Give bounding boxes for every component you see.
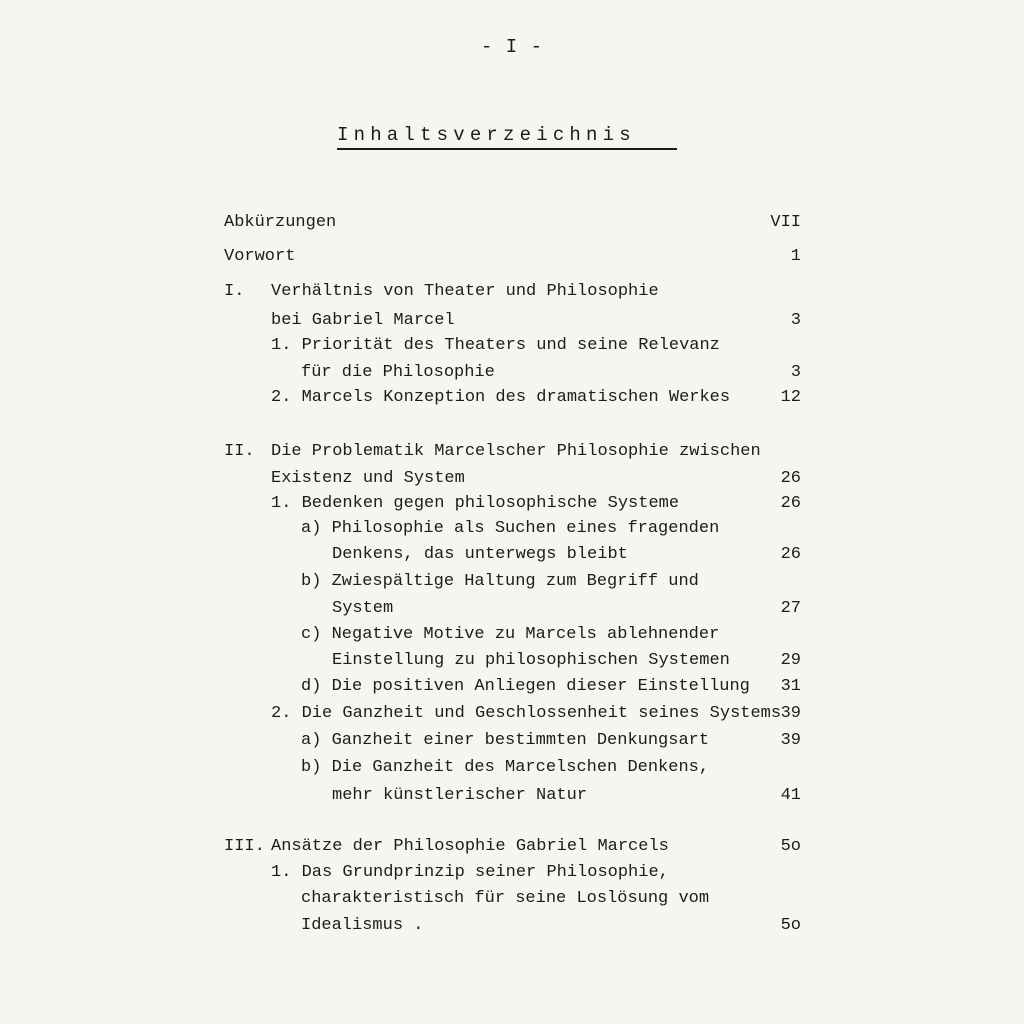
toc-section-entry — [0, 702, 1024, 726]
toc-entry-text: 2. Marcels Konzeption des dramatischen Werkes — [271, 388, 731, 407]
toc-entry-text: 1. Priorität des Theaters und seine Relevanz — [271, 336, 720, 355]
toc-entry-text: charakteristisch für seine Loslösung vom — [301, 889, 710, 908]
toc-entry — [0, 914, 1024, 938]
toc-entry-text: 1. Das Grundprinzip seiner Philosophie, — [271, 863, 669, 882]
toc-entry-page: 39 — [780, 704, 801, 723]
toc-chapter-entry — [0, 440, 1024, 464]
toc-entry-page: 41 — [780, 786, 801, 805]
toc-entry — [0, 543, 1024, 567]
toc-entry-text: Ansätze der Philosophie Gabriel Marcels — [271, 837, 669, 856]
toc-entry-text: Existenz und System — [271, 469, 465, 488]
toc-entry-text: Abkürzungen — [224, 213, 337, 232]
toc-chapter-number: II. — [224, 442, 255, 461]
toc-entry-text: mehr künstlerischer Natur — [332, 786, 588, 805]
toc-entry-page: 3 — [790, 311, 801, 330]
toc-entry — [0, 784, 1024, 808]
toc-entry-page: 29 — [780, 651, 801, 670]
toc-entry-text: 1. Bedenken gegen philosophische Systeme — [271, 494, 680, 513]
toc-entry — [0, 245, 1024, 269]
toc-entry-page: VII — [770, 213, 801, 232]
toc-entry-text: a) Philosophie als Suchen eines fragenden — [301, 519, 720, 538]
toc-entry-page: 39 — [780, 731, 801, 750]
toc-entry-text: Verhältnis von Theater und Philosophie — [271, 282, 659, 301]
toc-entry-text: c) Negative Motive zu Marcels ablehnender — [301, 625, 720, 644]
toc-entry-text: bei Gabriel Marcel — [271, 311, 455, 330]
toc-subsection-entry — [0, 756, 1024, 780]
toc-entry — [0, 597, 1024, 621]
toc-entry-text: Vorwort — [224, 247, 296, 266]
toc-subsection-entry — [0, 517, 1024, 541]
toc-entry-page: 5o — [780, 916, 801, 935]
toc-entry — [0, 467, 1024, 491]
toc-section-entry — [0, 492, 1024, 516]
toc-entry-page: 12 — [780, 388, 801, 407]
toc-entry-text: b) Zwiespältige Haltung zum Begriff und — [301, 572, 699, 591]
toc-entry-page: 31 — [780, 677, 801, 696]
toc-section-entry — [0, 861, 1024, 885]
toc-subsection-entry — [0, 729, 1024, 753]
toc-entry-text: System — [332, 599, 394, 618]
toc-entry-text: Denkens, das unterwegs bleibt — [332, 545, 628, 564]
toc-entry — [0, 211, 1024, 235]
toc-entry — [0, 309, 1024, 333]
toc-entry-page: 1 — [790, 247, 801, 266]
toc-entry-text: d) Die positiven Anliegen dieser Einstellung — [301, 677, 750, 696]
toc-subsection-entry — [0, 675, 1024, 699]
toc-chapter-entry — [0, 280, 1024, 304]
toc-entry-page: 5o — [780, 837, 801, 856]
toc-entry-page: 3 — [790, 363, 801, 382]
toc-entry-text: Die Problematik Marcelscher Philosophie zwischen — [271, 442, 761, 461]
toc-entry — [0, 887, 1024, 911]
toc-section-entry — [0, 386, 1024, 410]
page-number: - I - — [480, 36, 543, 58]
toc-entry-text: Idealismus . — [301, 916, 424, 935]
toc-entry-text: 2. Die Ganzheit und Geschlossenheit seines Systems — [271, 704, 782, 723]
page-title: Inhaltsverzeichnis — [337, 124, 636, 146]
toc-entry-page: 26 — [780, 494, 801, 513]
toc-chapter-number: I. — [224, 282, 245, 301]
toc-entry-page: 26 — [780, 545, 801, 564]
toc-entry — [0, 361, 1024, 385]
toc-subsection-entry — [0, 570, 1024, 594]
toc-entry-page: 26 — [780, 469, 801, 488]
toc-chapter-number: III. — [224, 837, 265, 856]
toc-entry-text: b) Die Ganzheit des Marcelschen Denkens, — [301, 758, 710, 777]
toc-subsection-entry — [0, 623, 1024, 647]
toc-chapter-entry — [0, 835, 1024, 859]
toc-entry — [0, 649, 1024, 673]
title-underline — [337, 148, 677, 150]
toc-entry-text: für die Philosophie — [301, 363, 495, 382]
toc-section-entry — [0, 334, 1024, 358]
toc-entry-text: Einstellung zu philosophischen Systemen — [332, 651, 730, 670]
toc-entry-text: a) Ganzheit einer bestimmten Denkungsart — [301, 731, 710, 750]
toc-entry-page: 27 — [780, 599, 801, 618]
